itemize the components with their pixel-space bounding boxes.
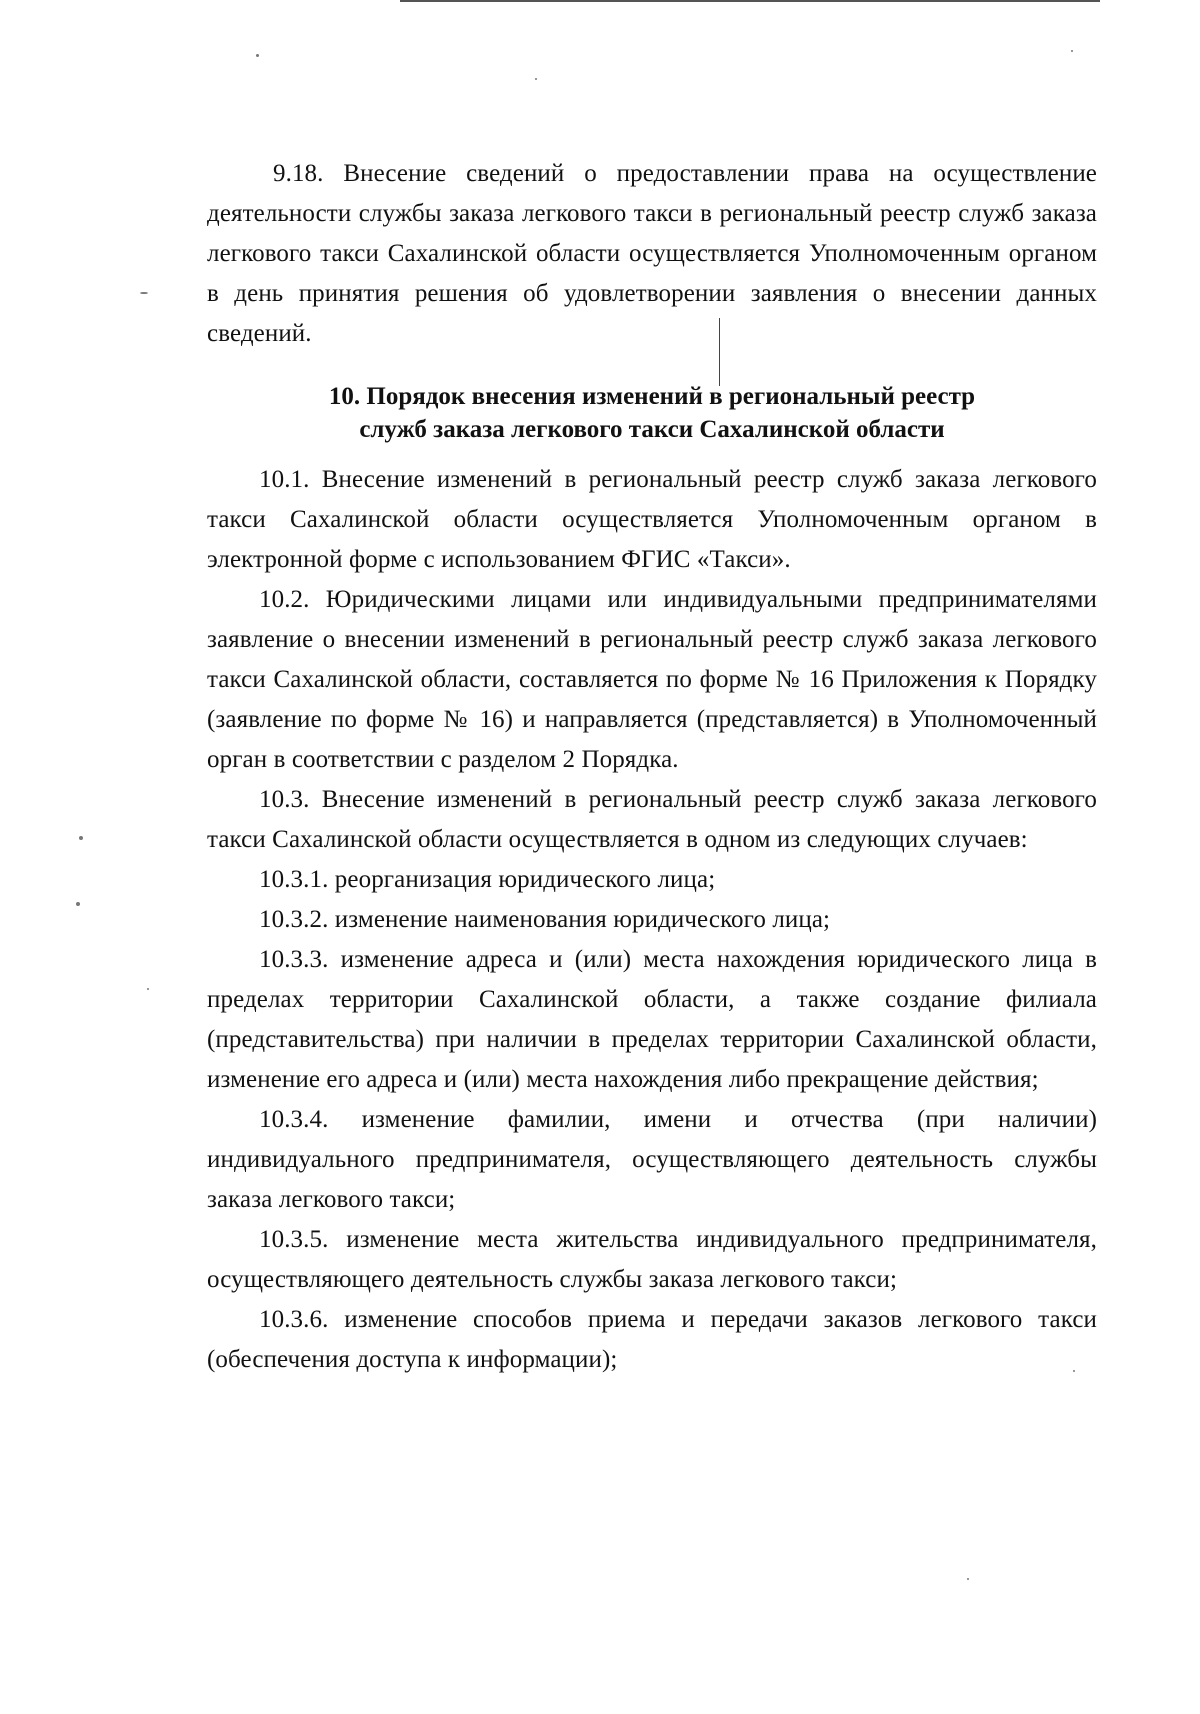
scan-speck [1071, 50, 1073, 52]
scan-speck [256, 54, 259, 57]
document-body [207, 154, 1097, 1380]
section-10-heading-line1: 10. Порядок внесения изменений в региональный реестр [328, 383, 976, 410]
scan-speck [79, 836, 83, 840]
paragraph-10-3: 10.3. Внесение изменений в региональный реестр служб заказа легкового такси Сахалинской области осуществляется в одном из следующих случаев: [207, 786, 1097, 853]
paragraph-10-3-2: 10.3.2. изменение наименования юридического лица; [259, 906, 831, 933]
paragraph-10-3-1: 10.3.1. реорганизация юридического лица; [259, 866, 716, 893]
top-scan-edge [400, 0, 1100, 2]
section-10-heading-line2: служб заказа легкового такси Сахалинской области [359, 416, 945, 443]
paragraph-9-18: 9.18. Внесение сведений о предоставлении права на осуществление деятельности службы заказа легкового такси в региональный реестр служб заказа легкового такси Сахалинской области осуществляется Уполномоченным органом в день принятия решения об удовлетворении заявления о внесении данных сведений. [207, 160, 1097, 347]
paragraph-10-1: 10.1. Внесение изменений в региональный реестр служб заказа легкового такси Сахалинской области осуществляется Уполномоченным органом в электронной форме с использованием ФГИС «Такси». [207, 466, 1097, 573]
scan-speck [140, 292, 148, 294]
paragraph-10-3-6: 10.3.6. изменение способов приема и передачи заказов легкового такси (обеспечения доступа к информации); [207, 1306, 1097, 1373]
section-10-heading [207, 380, 1097, 446]
paragraph-10-3-5: 10.3.5. изменение места жительства индивидуального предпринимателя, осуществляющего деятельность службы заказа легкового такси; [207, 1226, 1097, 1293]
scan-speck [76, 902, 80, 906]
scan-speck [147, 988, 149, 990]
paragraph-10-3-4: 10.3.4. изменение фамилии, имени и отчества (при наличии) индивидуального предпринимателя, осуществляющего деятельность службы заказа легкового такси; [207, 1106, 1097, 1213]
paragraph-10-3-3: 10.3.3. изменение адреса и (или) места нахождения юридического лица в пределах территории Сахалинской области, а также создание филиала (представительства) при наличии в пределах территории Сахалинской области, изменение его адреса и (или) места нахождения либо прекращение действия; [207, 946, 1097, 1093]
scan-speck [967, 1578, 969, 1580]
scan-speck [535, 78, 537, 80]
paragraph-10-2: 10.2. Юридическими лицами или индивидуальными предпринимателями заявление о внесении изменений в региональный реестр служб заказа легкового такси Сахалинской области, составляется по форме № 16 Приложения к Порядку (заявление по форме № 16) и направляется (представляется) в Уполномоченный орган в соответствии с разделом 2 Порядка. [207, 586, 1097, 773]
